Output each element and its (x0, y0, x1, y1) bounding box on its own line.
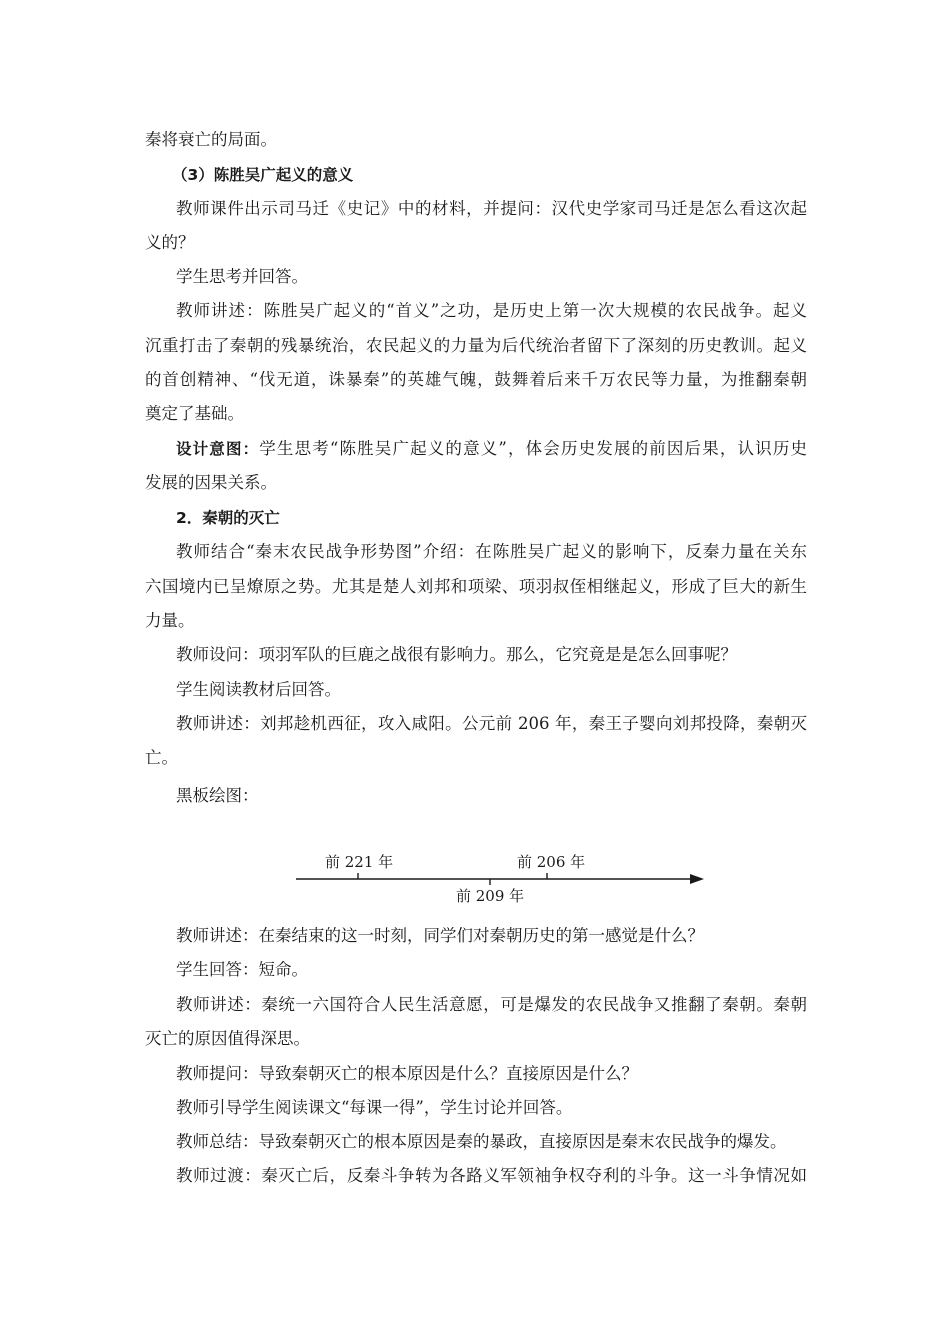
line-18: 教师讲述：刘邦趁机西征，攻入咸阳。公元前 206 年，秦王子婴向刘邦投降，秦朝灭 (176, 714, 807, 733)
line-24: 灭亡的原因值得深思。 (145, 1029, 310, 1048)
line-5: 学生思考并回答。 (176, 267, 308, 286)
line-17: 学生阅读教材后回答。 (176, 680, 341, 699)
line-3: 教师课件出示司马迁《史记》中的材料，并提问：汉代史学家司马迁是怎么看这次起 (176, 199, 807, 218)
timeline-diagram (290, 848, 720, 908)
line-19: 亡。 (145, 748, 178, 767)
line-27: 教师总结：导致秦朝灭亡的根本原因是秦的暴政，直接原因是秦末农民战争的爆发。 (176, 1132, 787, 1151)
section-heading-2: 2．秦朝的灭亡 (176, 509, 280, 527)
label-221: 前 221 年 (325, 853, 394, 871)
line-28: 教师过渡：秦灭亡后，反秦斗争转为各路义军领袖争权夺利的斗争。这一斗争情况如 (176, 1166, 807, 1185)
line-9: 奠定了基础。 (145, 404, 244, 423)
line-22: 学生回答：短命。 (176, 960, 308, 979)
line-6: 教师讲述：陈胜吴广起义的“首义”之功，是历史上第一次大规模的农民战争。起义 (176, 301, 807, 320)
line-11: 发展的因果关系。 (145, 473, 277, 492)
line-25: 教师提问：导致秦朝灭亡的根本原因是什么？直接原因是什么？ (176, 1064, 638, 1083)
line-16: 教师设问：项羽军队的巨鹿之战很有影响力。那么，它究竟是是怎么回事呢？ (176, 645, 737, 664)
line-21: 教师讲述：在秦结束的这一时刻，同学们对秦朝历史的第一感觉是什么？ (176, 926, 704, 945)
line-1: 秦将衰亡的局面。 (145, 130, 277, 149)
line-20: 黑板绘图： (176, 786, 259, 805)
line-4: 义的？ (145, 233, 195, 252)
timeline-arrowhead (690, 874, 704, 884)
design-intent-label: 设计意图： (176, 440, 260, 458)
line-23: 教师讲述：秦统一六国符合人民生活意愿，可是爆发的农民战争又推翻了秦朝。秦朝 (176, 995, 807, 1014)
design-intent-line (176, 439, 807, 459)
line-13: 教师结合“秦末农民战争形势图”介绍：在陈胜吴广起义的影响下，反秦力量在关东 (176, 542, 807, 561)
label-209: 前 209 年 (456, 887, 525, 905)
line-26: 教师引导学生阅读课文“每课一得”，学生讨论并回答。 (176, 1098, 573, 1117)
design-intent-text: 学生思考“陈胜吴广起义的意义”，体会历史发展的前因后果，认识历史 (259, 439, 807, 458)
label-206: 前 206 年 (517, 853, 586, 871)
line-7: 沉重打击了秦朝的残暴统治，农民起义的力量为后代统治者留下了深刻的历史教训。起义 (145, 336, 807, 355)
line-15: 力量。 (145, 611, 195, 630)
line-8: 的首创精神、“伐无道，诛暴秦”的英雄气魄，鼓舞着后来千万农民等力量，为推翻秦朝 (145, 370, 807, 389)
line-14: 六国境内已呈燎原之势。尤其是楚人刘邦和项梁、项羽叔侄相继起义，形成了巨大的新生 (145, 577, 807, 596)
section-heading-3: （3）陈胜吴广起义的意义 (172, 166, 354, 184)
